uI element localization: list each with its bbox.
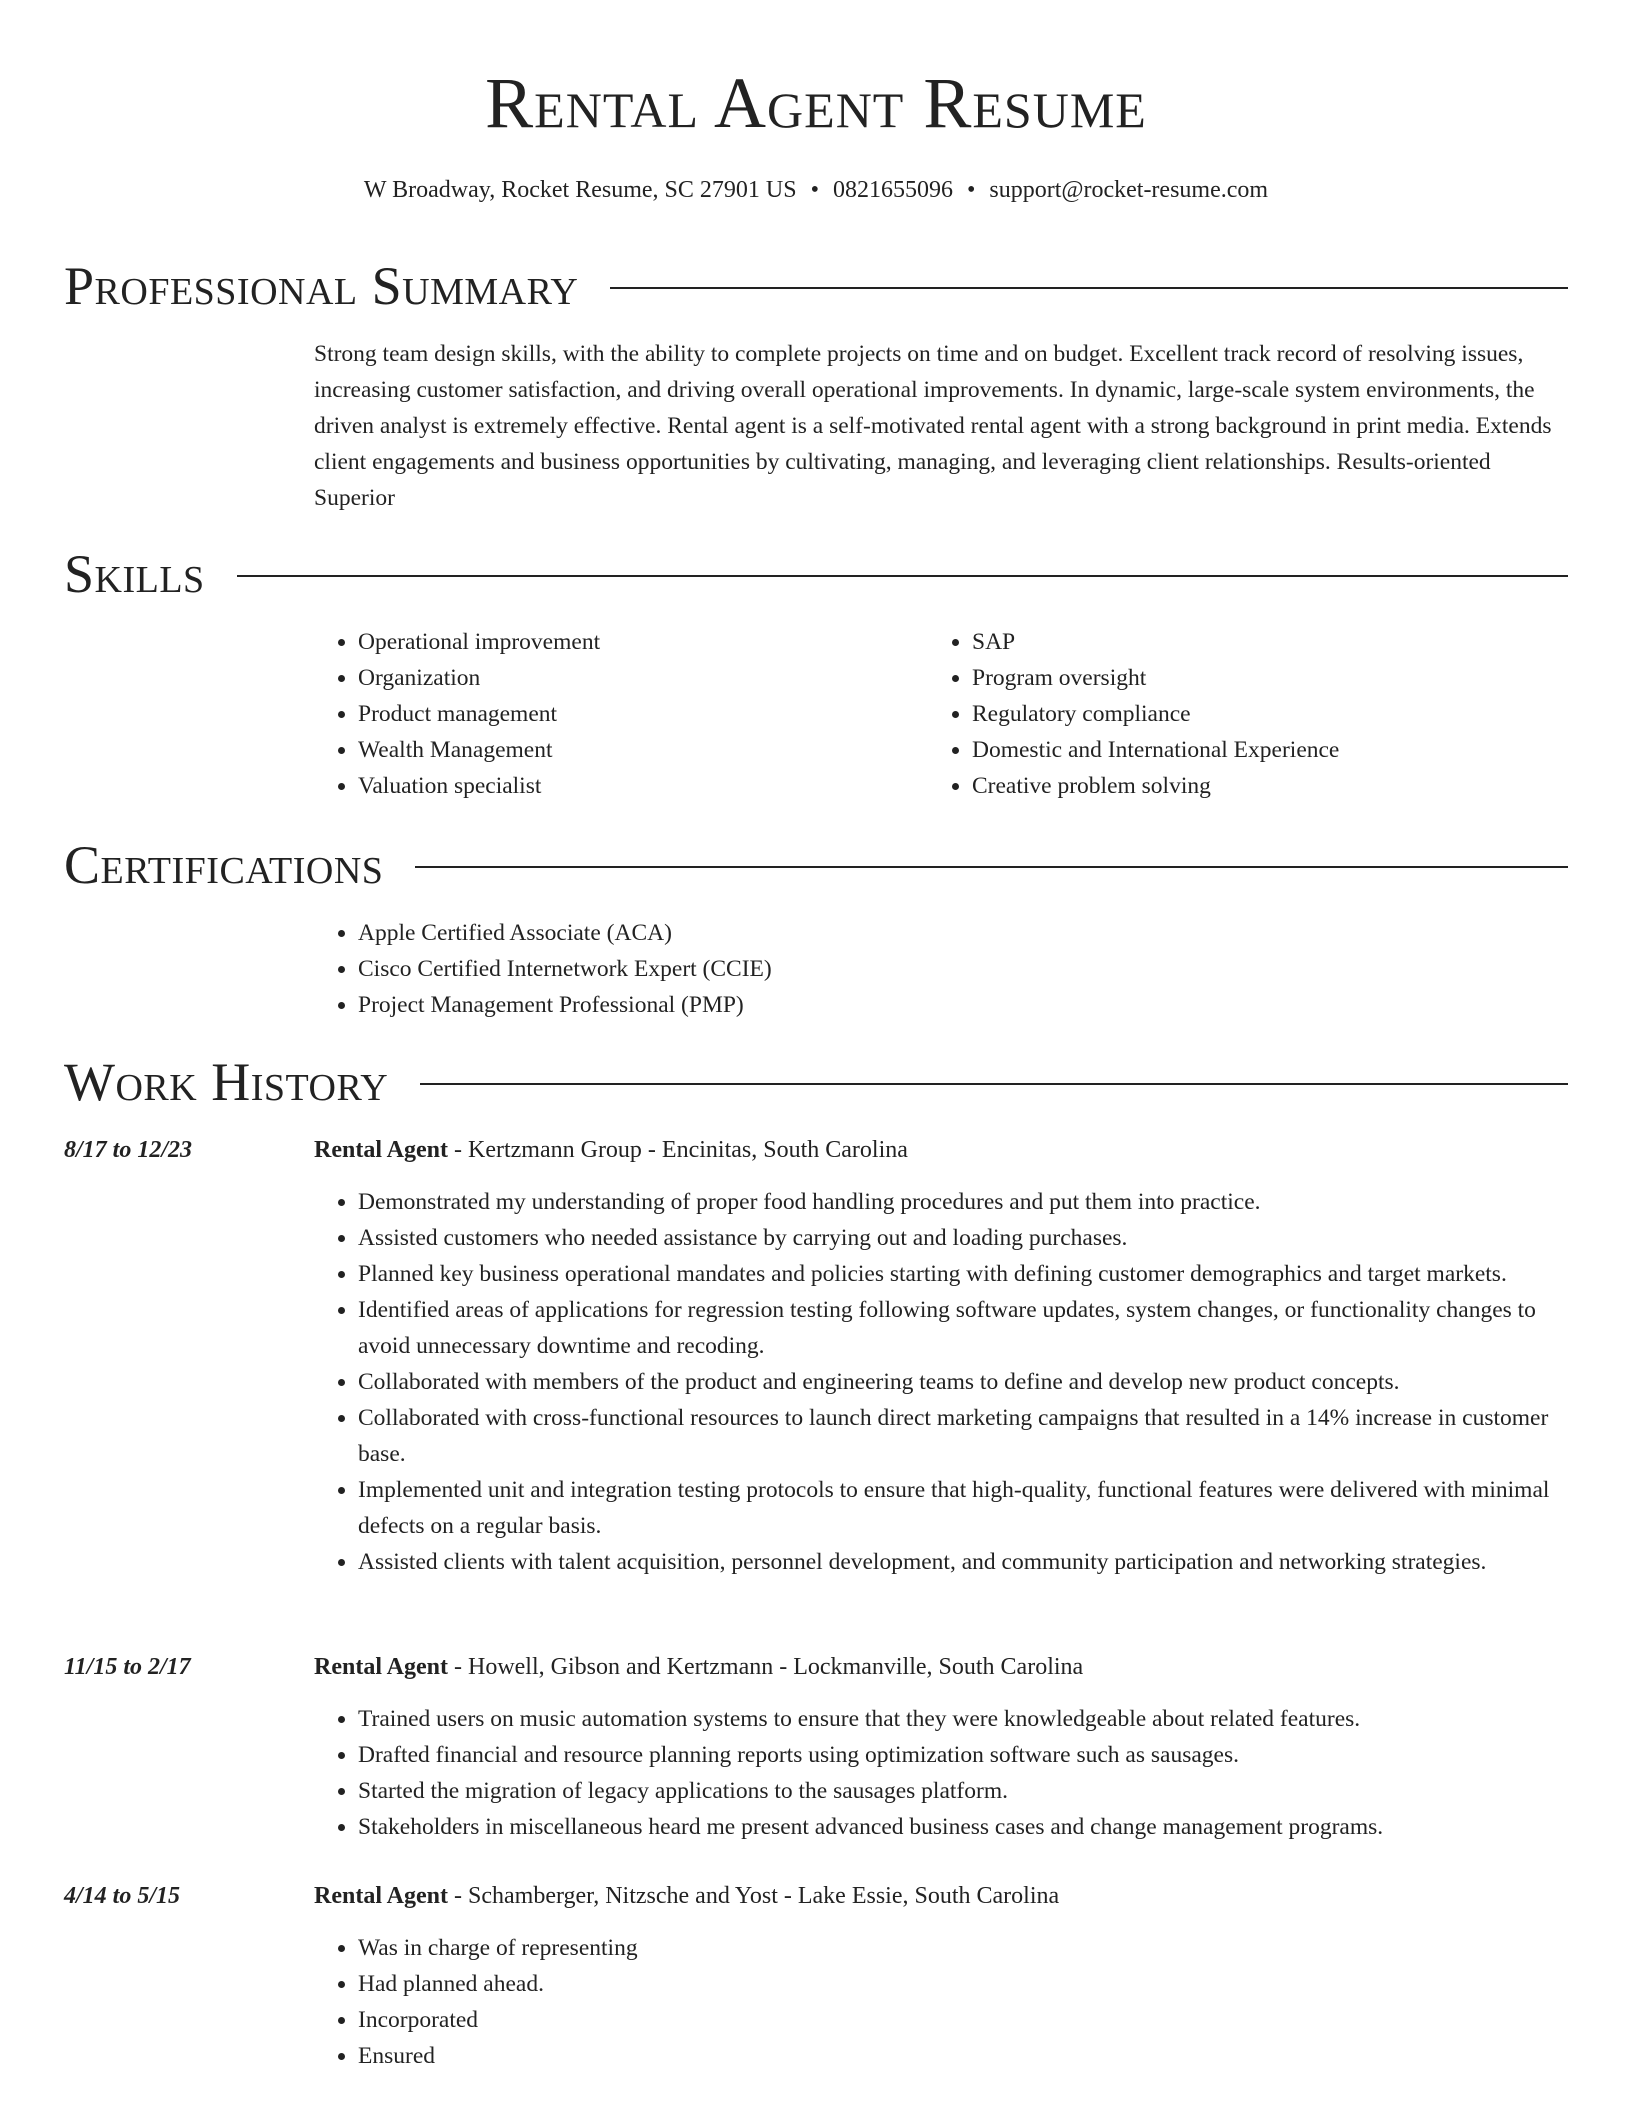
- job-details: [314, 1930, 1568, 2074]
- certifications-list: [314, 915, 1568, 1023]
- job-bullet-list: [314, 1184, 1568, 1580]
- section-divider: [415, 866, 1568, 868]
- summary-text: Strong team design skills, with the ability to complete projects on time and on budget. Excellent track record of resolving issues, increasing customer satisfaction, and driving overall operational improvements. In dynamic, large-scale system environments, the driven analyst is extremely effective. Rental agent is a self-motivated rental agent with a strong background in print media. Extends client engagements and business opportunities by cultivating, managing, and leveraging client relationships. Results-oriented Superior: [314, 341, 1552, 511]
- job-company: - Howell, Gibson and Kertzmann - Lockmanville, South Carolina: [448, 1654, 1084, 1680]
- job-bullet: • Collaborated with members of the product and engineering teams to define and develop new product concepts.: [358, 1364, 1568, 1400]
- skill-item: • Program oversight: [972, 660, 1488, 696]
- resume-title: Rental Agent Resume: [485, 63, 1147, 143]
- job-bullet: • Assisted customers who needed assistance by carrying out and loading purchases.: [358, 1220, 1568, 1256]
- job-details: [314, 1701, 1568, 1845]
- skills-heading: Skills: [64, 544, 205, 604]
- job-bullet: • Had planned ahead.: [358, 1966, 1568, 2002]
- skills-column-left: [314, 624, 874, 804]
- work-history-heading: Work History: [64, 1052, 389, 1112]
- certifications-heading: Certifications: [64, 835, 384, 895]
- contact-phone: 0821655096: [832, 177, 953, 203]
- job-bullet: • Stakeholders in miscellaneous heard me present advanced business cases and change management programs.: [358, 1809, 1568, 1845]
- skill-item: • Organization: [358, 660, 874, 696]
- section-divider: [237, 575, 1568, 577]
- job-dates: 4/14 to 5/15: [64, 1883, 181, 1909]
- job-dates: 8/17 to 12/23: [64, 1137, 193, 1163]
- job-bullet: • Drafted financial and resource planning reports using optimization software such as sausages.: [358, 1737, 1568, 1773]
- summary-heading: Professional Summary: [64, 256, 579, 316]
- job-heading: [314, 1878, 1568, 1914]
- skill-item: • Wealth Management: [358, 732, 874, 768]
- certifications-section-header: [64, 833, 1568, 897]
- job-bullet: • Implemented unit and integration testing protocols to ensure that high-quality, functional features were delivered with minimal defects on a regular basis.: [358, 1472, 1568, 1544]
- skills-section-header: [64, 542, 1568, 606]
- skill-item: • Valuation specialist: [358, 768, 874, 804]
- job-bullet: • Was in charge of representing: [358, 1930, 1568, 1966]
- contact-separator: •: [810, 177, 819, 203]
- certification-item: • Project Management Professional (PMP): [358, 987, 1568, 1023]
- job-heading: [314, 1649, 1568, 1685]
- certification-item: • Cisco Certified Internetwork Expert (CCIE): [358, 951, 1568, 987]
- skill-item: • Product management: [358, 696, 874, 732]
- skill-item: • Regulatory compliance: [972, 696, 1488, 732]
- job-bullet: • Identified areas of applications for regression testing following software updates, system changes, or functionality changes to avoid unnecessary downtime and recoding.: [358, 1292, 1568, 1364]
- work-history-section-header: [64, 1050, 1568, 1114]
- contact-separator: •: [966, 177, 976, 203]
- skill-item: • Operational improvement: [358, 624, 874, 660]
- contact-address: W Broadway, Rocket Resume, SC 27901 US: [363, 177, 797, 203]
- section-divider: [420, 1083, 1568, 1085]
- skills-list-right: [928, 624, 1488, 804]
- job-dates: 11/15 to 2/17: [64, 1654, 191, 1680]
- summary-section-header: [64, 254, 1568, 318]
- job-heading: [314, 1132, 1568, 1168]
- contact-email: support@rocket-resume.com: [989, 177, 1269, 203]
- certifications-block: [314, 915, 1568, 1023]
- skill-item: • Domestic and International Experience: [972, 732, 1488, 768]
- job-company: - Kertzmann Group - Encinitas, South Carolina: [448, 1137, 908, 1163]
- job-company: - Schamberger, Nitzsche and Yost - Lake Essie, South Carolina: [448, 1883, 1060, 1909]
- skill-item: • SAP: [972, 624, 1488, 660]
- contact-line: [0, 174, 1632, 206]
- skills-list-left: [314, 624, 874, 804]
- job-title: Rental Agent: [314, 1137, 448, 1163]
- job-bullet: • Assisted clients with talent acquisition, personnel development, and community participation and networking strategies.: [358, 1544, 1568, 1580]
- job-bullet: • Collaborated with cross-functional resources to launch direct marketing campaigns that resulted in a 14% increase in customer base.: [358, 1400, 1568, 1472]
- job-bullet-list: [314, 1701, 1568, 1845]
- skill-item: • Creative problem solving: [972, 768, 1488, 804]
- section-divider: [610, 287, 1568, 289]
- job-title: Rental Agent: [314, 1883, 448, 1909]
- job-bullet: • Incorporated: [358, 2002, 1568, 2038]
- job-bullet: • Planned key business operational mandates and policies starting with defining customer demographics and target markets.: [358, 1256, 1568, 1292]
- job-bullet-list: [314, 1930, 1568, 2074]
- certification-item: • Apple Certified Associate (ACA): [358, 915, 1568, 951]
- job-bullet: • Demonstrated my understanding of proper food handling procedures and put them into practice.: [358, 1184, 1568, 1220]
- skills-column-right: [928, 624, 1488, 804]
- job-bullet: • Started the migration of legacy applications to the sausages platform.: [358, 1773, 1568, 1809]
- job-bullet: • Ensured: [358, 2038, 1568, 2074]
- job-details: [314, 1184, 1568, 1580]
- job-title: Rental Agent: [314, 1654, 448, 1680]
- job-bullet: • Trained users on music automation systems to ensure that they were knowledgeable about related features.: [358, 1701, 1568, 1737]
